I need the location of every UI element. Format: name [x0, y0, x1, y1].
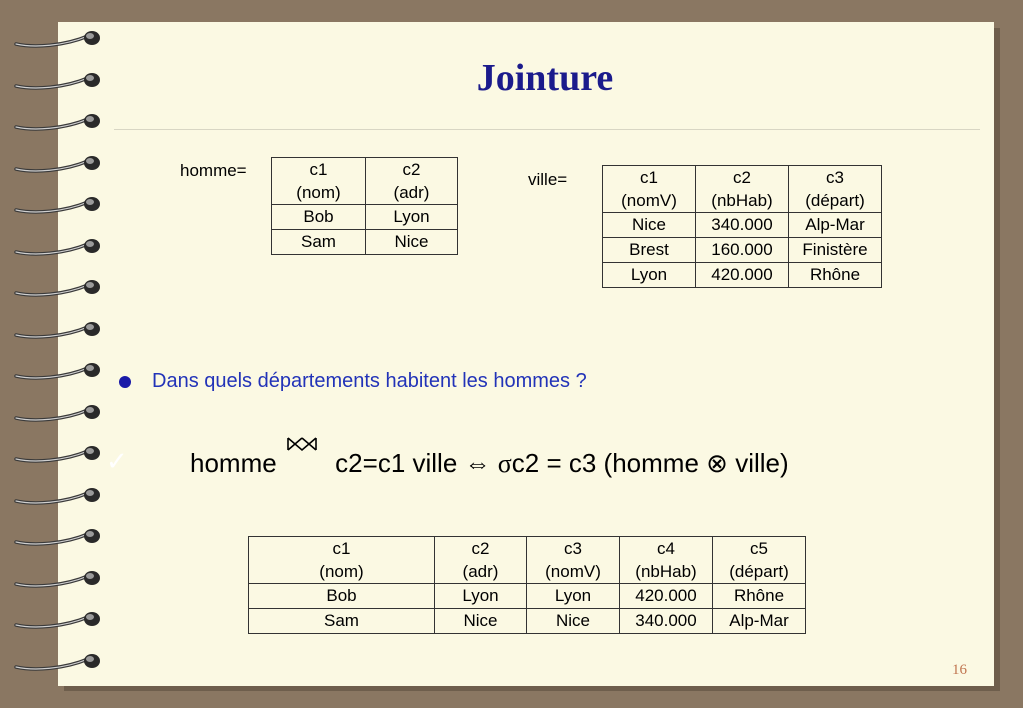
- column-desc: (nbHab): [635, 562, 697, 581]
- spiral-ring: [14, 111, 104, 131]
- spiral-ring: [14, 319, 104, 339]
- table-cell: Nice: [435, 609, 527, 634]
- ville-table: [602, 165, 882, 288]
- page-number: 16: [952, 662, 967, 678]
- spiral-ring: [14, 609, 104, 629]
- table-cell: Lyon: [527, 584, 620, 609]
- formula-join-condition: c2=c1 ville: [335, 448, 458, 478]
- formula-right-end: ville): [735, 448, 789, 478]
- column-header: [696, 166, 789, 213]
- product-icon: ⊗: [706, 448, 728, 478]
- column-desc: (nomV): [545, 562, 601, 581]
- column-desc: (adr): [393, 183, 430, 202]
- homme-label: homme=: [180, 161, 247, 180]
- ville-label: ville=: [528, 170, 568, 189]
- column-header: [713, 537, 806, 584]
- sigma-symbol: σ: [497, 449, 512, 478]
- table-cell: Bob: [249, 584, 435, 609]
- column-name: c1: [309, 160, 328, 179]
- column-name: c4: [657, 539, 675, 558]
- join-formula: [190, 448, 789, 479]
- column-header: [249, 537, 435, 584]
- column-desc: (nbHab): [711, 191, 773, 210]
- table-cell: Brest: [603, 238, 696, 263]
- column-desc: (nomV): [621, 191, 677, 210]
- column-header: [527, 537, 620, 584]
- title-divider: [114, 129, 980, 130]
- equivalence-icon: ⇔: [464, 448, 491, 478]
- slide-title: Jointure: [476, 57, 614, 99]
- table-row: [603, 238, 882, 263]
- spiral-ring: [14, 236, 104, 256]
- table-cell: Alp-Mar: [713, 609, 806, 634]
- table-row: [603, 213, 882, 238]
- column-name: c3: [826, 168, 844, 187]
- table-cell: Finistère: [789, 238, 882, 263]
- table-cell: Lyon: [603, 263, 696, 288]
- table-cell: Rhône: [713, 584, 806, 609]
- column-name: c2: [733, 168, 751, 187]
- table-header-row: [272, 158, 458, 205]
- column-name: c2: [402, 160, 421, 179]
- homme-table: [271, 157, 458, 255]
- table-cell: 340.000: [696, 213, 789, 238]
- column-header: [620, 537, 713, 584]
- column-desc: (adr): [462, 562, 499, 581]
- spiral-ring: [14, 526, 104, 546]
- spiral-ring: [14, 153, 104, 173]
- column-name: c1: [332, 539, 351, 558]
- spiral-ring: [14, 277, 104, 297]
- column-desc: (départ): [729, 562, 789, 581]
- page-shadow-right: [994, 28, 1000, 690]
- table-cell: Bob: [272, 205, 366, 230]
- column-desc: (nom): [296, 183, 341, 202]
- table-cell: Nice: [527, 609, 620, 634]
- column-header: [435, 537, 527, 584]
- column-desc: (nom): [319, 562, 364, 581]
- column-header: [789, 166, 882, 213]
- bullet-icon: [119, 376, 131, 388]
- table-row: [272, 230, 458, 255]
- table-header-row: [603, 166, 882, 213]
- column-name: c3: [564, 539, 582, 558]
- table-cell: Sam: [249, 609, 435, 634]
- column-header: [272, 158, 366, 205]
- table-cell: 340.000: [620, 609, 713, 634]
- spiral-ring: [14, 402, 104, 422]
- spiral-ring: [14, 194, 104, 214]
- table-cell: Lyon: [366, 205, 458, 230]
- column-name: c1: [640, 168, 658, 187]
- checkmark-icon: ✓: [106, 446, 128, 476]
- table-cell: Rhône: [789, 263, 882, 288]
- table-cell: Nice: [603, 213, 696, 238]
- column-desc: (départ): [805, 191, 865, 210]
- column-header: [603, 166, 696, 213]
- page-shadow-bottom: [64, 686, 1000, 691]
- spiral-ring: [14, 568, 104, 588]
- result-table: [248, 536, 806, 634]
- table-cell: Alp-Mar: [789, 213, 882, 238]
- question-text: Dans quels départements habitent les hommes ?: [152, 370, 587, 392]
- column-name: c2: [471, 539, 490, 558]
- spiral-ring: [14, 443, 104, 463]
- table-row: [272, 205, 458, 230]
- column-header: [366, 158, 458, 205]
- join-icon: [284, 434, 328, 465]
- table-cell: 420.000: [696, 263, 789, 288]
- table-row: [249, 609, 806, 634]
- spiral-ring: [14, 360, 104, 380]
- table-cell: 160.000: [696, 238, 789, 263]
- spiral-ring: [14, 651, 104, 671]
- formula-right: c2 = c3 (homme: [511, 448, 699, 478]
- spiral-ring: [14, 485, 104, 505]
- table-header-row: [249, 537, 806, 584]
- table-row: [249, 584, 806, 609]
- spiral-ring: [14, 28, 104, 48]
- table-cell: Nice: [366, 230, 458, 255]
- table-row: [603, 263, 882, 288]
- table-cell: 420.000: [620, 584, 713, 609]
- table-cell: Sam: [272, 230, 366, 255]
- formula-left: homme: [190, 448, 277, 478]
- column-name: c5: [750, 539, 768, 558]
- table-cell: Lyon: [435, 584, 527, 609]
